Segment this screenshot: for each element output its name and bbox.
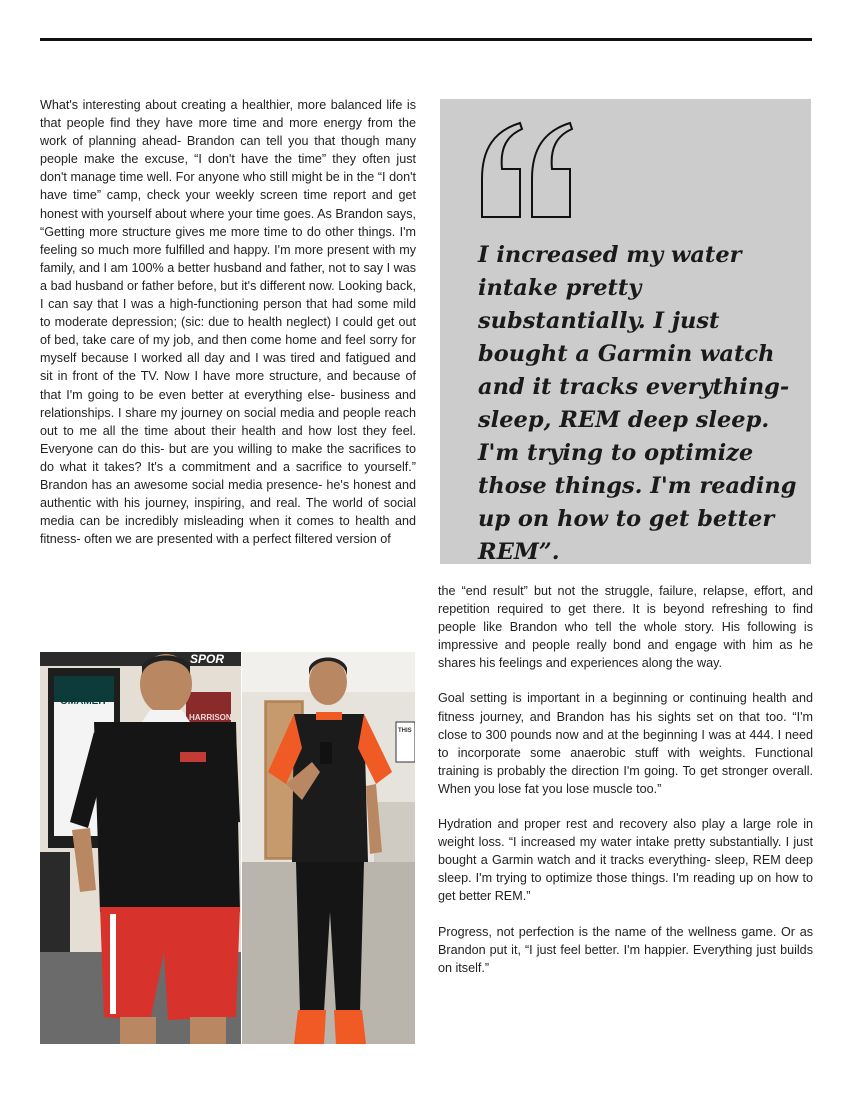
before-poster-name: HARRISON <box>189 713 232 722</box>
after-photo <box>242 652 415 1044</box>
article-right-column <box>438 582 813 994</box>
pullquote-box <box>440 99 811 564</box>
paragraph: Goal setting is important in a beginning or continuing health and fitness journey, and Brandon has his sights set on that too. “I'm close to 300 pounds now and at the beginning I was at 444. I need to incorporate some anaerobic stuff with weights. Functional training is probably the direction I'm going. To get stronger overall. When you lose fat you lose muscle too.” <box>438 691 813 796</box>
after-sign-text: THIS <box>398 728 412 734</box>
paragraph: Progress, not perfection is the name of the wellness game. Or as Brandon put it, “I just feel better. I'm happier. Everything just builds on itself.” <box>438 924 813 975</box>
before-jersey-name: OMAMEH <box>60 696 106 707</box>
paragraph: the “end result” but not the struggle, failure, relapse, effort, and repetition required to get there. It is beyond refreshing to find people like Brandon who tell the whole story. His following is impressive and people really bond and engage with him as he shares his feelings and experiences along the way. <box>438 584 813 671</box>
after-photo-illustration <box>242 652 415 1044</box>
top-rule <box>40 38 812 41</box>
article-left-column: What's interesting about creating a healthier, more balanced life is that people find they have more time and more energy from the work of planning ahead- Brandon can tell you that though many people make the excuse, “I don't have the time” they often just don't manage time well. For anyone who still might be in the “I don't have time” camp, check your weekly screen time report and get honest with yourself about where your time goes. As Brandon says, “Getting more structure gives me more time to do other things. I'm feeling so much more fulfilled and happy. I'm more present with my family, and I am 100% a better husband and father, not to say I was a bad husband or father before, but it's different now. Looking back, I can say that I was a high-functioning person that had some mild to moderate depression; (sic: due to health neglect) I could get out of bed, take care of my job, and then come home and feel sorry for myself because I worked all day and I was tired and fatigued and sit in front of the TV. Now I have more structure, and because of that I'm going to be even better at everything else- business and relationships. I share my journey on social media and people reach out to me all the time about their health and how lost they feel. Everyone can do this- but are you willing to make the sacrifices to do what it takes? It's a commitment and a sacrifice to yourself.” Brandon has an awesome social media presence- he's honest and authentic with his journey, inspiring, and real. The world of social media can be incredibly misleading when it comes to health and fitness- often we are presented with a perfect filtered version of <box>40 98 416 547</box>
paragraph: Hydration and proper rest and recovery also play a large role in weight loss. “I increased my water intake pretty substantially. I just bought a Garmin watch and it tracks everything- sleep, REM deep sleep. I'm trying to optimize those things. I'm reading up on how to get better REM.” <box>438 817 813 904</box>
quotation-mark-icon <box>478 121 578 221</box>
before-photo-illustration <box>40 652 241 1044</box>
before-photo <box>40 652 241 1044</box>
pullquote-text: I increased my water intake pretty substantially. I just bought a Garmin watch and it tracks everything- sleep, REM deep sleep. I'm trying to optimize those things. I'm reading up on how to get better REM”. <box>478 242 797 565</box>
before-sign-text: SPOR <box>190 652 225 666</box>
